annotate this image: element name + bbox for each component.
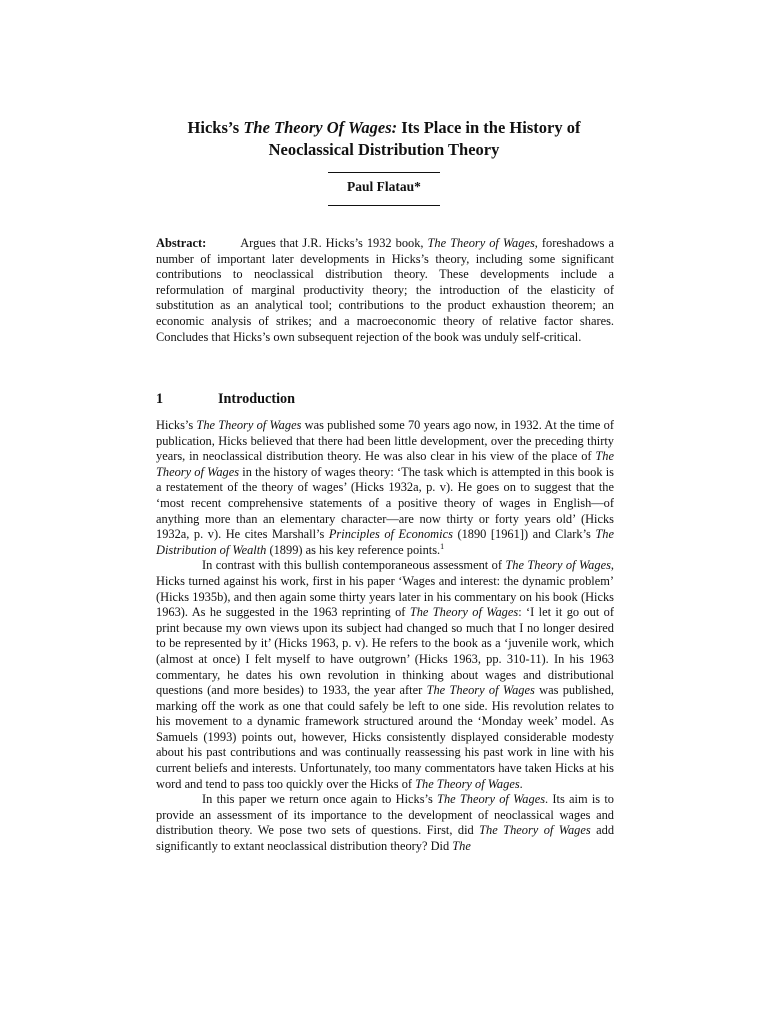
p3-italic-2: The Theory of Wages	[479, 823, 591, 838]
title-line-2: Neoclassical Distribution Theory	[268, 140, 500, 159]
title-book-name: The Theory Of Wages:	[243, 118, 398, 137]
p1-italic-2: The Theory of Wages	[156, 449, 614, 479]
p2-italic-4: The Theory of Wages	[415, 776, 520, 791]
p3-text-1: In this paper we return once again to Hicks’s	[202, 792, 438, 807]
p2-text-4: was published, marking off the work as one that could safely be left to one side. His revolution relates to his movement to a dynamic framework structured around the ‘Monday week’ model. As Samuels (1993) points out, however, Hicks consistently displayed considerable modesty about his past contributions and was continually reassessing his past work in line with his current beliefs and interests. Unfortunately, too many commentators have taken Hicks at his word and tend to pass too quickly over the Hicks of	[156, 683, 615, 791]
title-line-1	[120, 117, 648, 139]
p1-text-5: (1899) as his key reference points.	[266, 542, 441, 557]
p2-text-1: In contrast with this bullish contemporaneous assessment of	[202, 558, 506, 573]
paper-title	[120, 117, 648, 161]
p1-text-1: Hicks’s	[156, 418, 197, 432]
abstract-italic-1: The Theory of Wages	[427, 236, 535, 250]
p3-italic-3: The	[452, 839, 471, 854]
title-suffix: Its Place in the History of	[397, 118, 581, 137]
p1-text-4: (1890 [1961]) and Clark’s	[452, 527, 596, 542]
body-text	[156, 418, 614, 855]
p3-text-3: add significantly to extant neoclassical distribution theory? Did	[156, 823, 615, 854]
abstract	[156, 236, 614, 345]
p1-italic-1: The Theory of Wages	[196, 418, 302, 432]
p2-text-3: : ‘I let it go out of print because my own views upon its subject had changed so much that I no longer desired to be represented by it’ (Hicks 1963, p. v). He refers to the book as a ‘juvenile work, which (almost at once) I felt myself to have outgrown’ (Hicks 1963, pp. 310-11). In his 1963 commentary, he dates his own revolution in thinking about wages and distributional questions (and more besides) to 1933, the year after	[156, 605, 614, 698]
p3-text-2: . Its aim is to provide an assessment of its importance to the development of neoclassical wages and distribution theory. We pose two sets of questions. First, did	[156, 792, 614, 838]
section-heading	[156, 390, 614, 408]
author-rule-bottom	[328, 205, 440, 206]
p2-text-2: , Hicks turned against his work, first in his paper ‘Wages and interest: the dynamic problem’ (Hicks 1935b), and then again some thirty years later in his commentary on his book (Hicks 1963). As he suggested in the 1963 reprinting of	[156, 558, 614, 620]
paragraph-2	[156, 558, 614, 792]
p1-text-3: in the history of wages theory: ‘The task which is attempted in this book is a restatement of the theory of wages’ (Hicks 1932a, p. v). He goes on to suggest that the ‘most recent comprehensive statements of a positive theory of wages in English—of anything more than an elementary character—are now thirty or forty years old’ (Hicks 1932a, p. v). He cites Marshall’s	[156, 464, 614, 542]
p2-text-5: .	[519, 776, 523, 791]
p3-italic-1: The Theory of Wages	[437, 792, 546, 807]
section-number: 1	[156, 391, 164, 407]
author-rule-top	[328, 172, 440, 173]
paragraph-1	[156, 418, 614, 558]
p1-italic-3: Principles of Economics	[328, 527, 453, 542]
abstract-label: Abstract:	[156, 236, 207, 250]
paragraph-3	[156, 792, 614, 854]
p2-italic-3: The Theory of Wages	[426, 683, 535, 698]
abstract-text-1: Argues that J.R. Hicks’s 1932 book,	[240, 236, 428, 250]
footnote-marker-1[interactable]: 1	[440, 541, 445, 551]
abstract-text-2: , foreshadows a number of important later developments in Hicks’s theory, including some significant contributions to neoclassical distribution theory. These developments include a reformulation of marginal productivity theory; the introduction of the elasticity of substitution as an analytical tool; contributions to the product exhaustion theorem; an economic analysis of strikes; and a macroeconomic theory of relative factor shares. Concludes that Hicks’s own subsequent rejection of the book was unduly self-critical.	[156, 236, 615, 344]
section-title: Introduction	[218, 391, 295, 407]
p1-text-2: was published some 70 years ago now, in 1932. At the time of publication, Hicks believed that there had been little development, over the preceding thirty years, in neoclassical distribution theory. He was also clear in his view of the place of	[156, 418, 614, 464]
author-name: Paul Flatau*	[347, 179, 421, 194]
p1-italic-4: The Distribution of Wealth	[156, 527, 614, 557]
p2-italic-1: The Theory of Wages	[505, 558, 611, 573]
p2-italic-2: The Theory of Wages	[409, 605, 519, 620]
title-prefix: Hicks’s	[187, 118, 244, 137]
